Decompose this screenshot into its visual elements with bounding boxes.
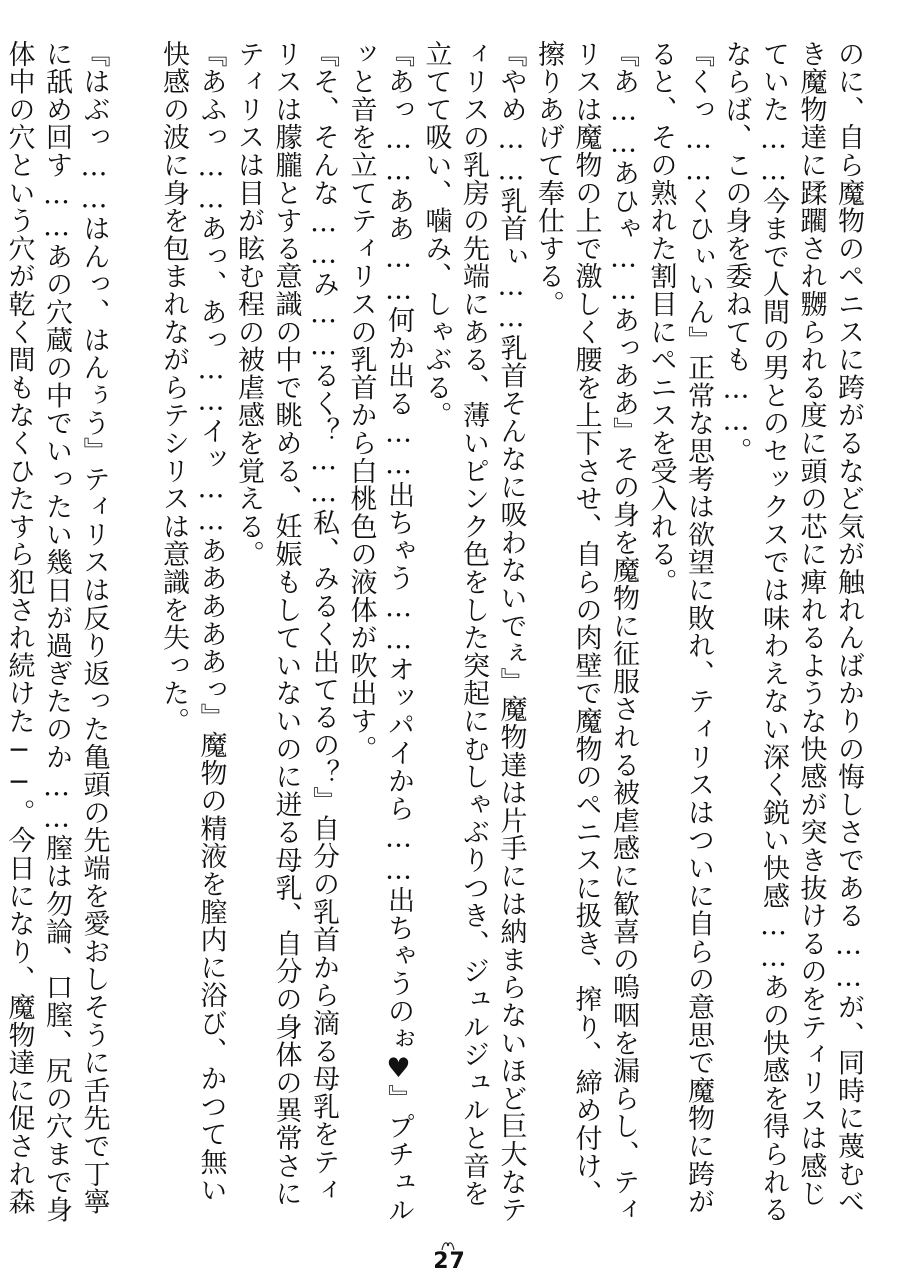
paragraph-6: 『そ、そんな……み……るく？……私、みるく出てるの？』自分の乳首から滴る母乳をティリスは朦朧とする意識の中で眺める、妊娠もしていないのに迸る母乳、自分の身体の異常さにティリスは目が眩む程の被虐感を覚える。 [233, 40, 339, 1208]
paragraph-4: 『やめ……乳首ぃ……乳首そんなに吸わないでぇ』魔物達は片手には納まらないほど巨大なティリスの乳房の先端にある、薄いピンク色をした突起にむしゃぶりつき、ジュルジュルと音を立てて吸い、噛み、しゃぶる。 [420, 40, 527, 1224]
section-break [113, 40, 155, 1230]
paragraph-3: 『あ……あひゃ……あっああ』その身を魔物に征服される被虐感に歓喜の嗚咽を漏らし、ティリスは魔物の上で激しく腰を上下させ、自らの肉壁で魔物のペニスに扱き、搾り、締め付け、擦りあげて奉仕する。 [533, 40, 639, 1224]
vertical-text-body [3, 40, 867, 1230]
paragraph-8: 『はぶっ……はんっ、はんぅう』ティリスは反り返った亀頭の先端を愛おしそうに舌先で丁寧に舐め回す……あの穴蔵の中でいったい幾日が過ぎたのか……膣は勿論、口膣、尻の穴まで身体中の穴という穴が乾く間もなくひたすら犯され続けた──。今日になり、魔物達に促され森 [3, 40, 110, 1224]
page-number: 27 [433, 1249, 466, 1274]
paragraph-2: 『くっ……くひぃいん』正常な思考は欲望に敗れ、ティリスはついに自らの意思で魔物に跨がると、その熟れた割目にペニスを受入れる。 [645, 40, 714, 1216]
paragraph-1: のに、自ら魔物のペニスに跨がるなど気が触れんばかりの悔しさである……が、同時に蔑むべき魔物達に蹂躙され嬲られる度に頭の芯に痺れるような快感が突き抜けるのをティリスは感じていた……今まで人間の男とのセックスでは味わえない深く鋭い快感……あの快感を得られるならば、この身を委ねても……。 [720, 40, 864, 1224]
paragraph-5: 『あっ……ああ……何か出る……出ちゃう……オッパイから……出ちゃうのぉ♥』プチュルッと音を立てティリスの乳首から白桃色の液体が吹出す。 [345, 40, 414, 1224]
paragraph-7: 『あふっ……あっ、あっ……イッ……あああああっ』魔物の精液を膣内に浴び、かつて無い快感の波に身を包まれながらテシリスは意識を失った。 [158, 40, 227, 1204]
